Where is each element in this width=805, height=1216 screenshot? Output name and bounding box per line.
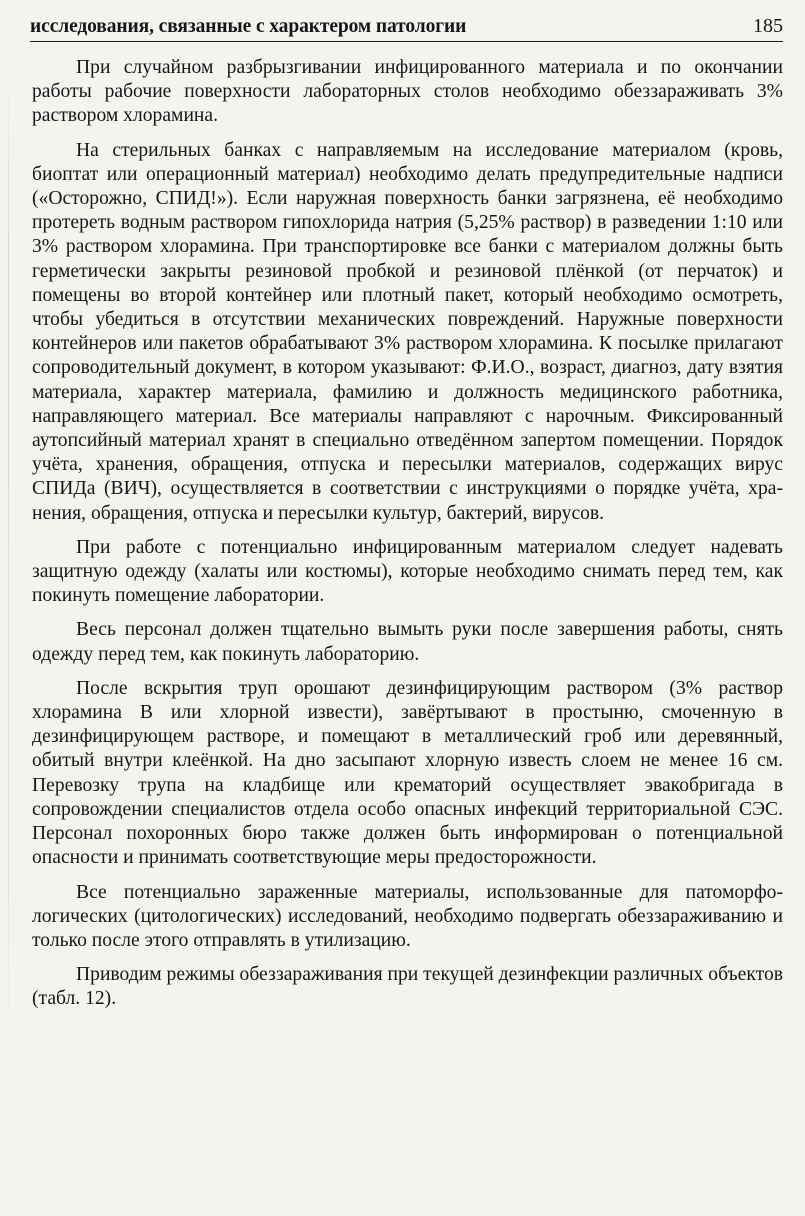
running-header-title: исследования, связанные с характером патологии — [30, 16, 467, 37]
page-number: 185 — [753, 15, 783, 37]
paragraph-protective-clothing: При работе с потенциально инфицированным материалом следует надевать защитную одежду (халаты или костюмы), которые необходимо снимать перед тем, как покинуть помещение лаборатории. — [32, 536, 783, 607]
paragraph-material-disposal: Все потенциально зараженные материалы, использованные для патоморфологических (цитологических) исследований, необходимо подвергать обеззараживанию и только после этого отправлять в утилизацию. — [32, 881, 783, 951]
paragraph-specimen-transport: На стерильных банках с направляемым на исследование материалом (кровь, биоптат или операционный материал) необходимо делать предупредительные надписи («Осторожно, СПИД!»). Если наружная поверхность банки загрязнена, её необходимо протереть водным раствором гипохлорида натрия (5,25% раствор) в разведении 1:10 или 3% раствором хлорамина. При транспортировке все банки с материалом должны быть герметически закрыты резиновой пробкой и резиновой плёнкой (от перчаток) и помещены во второй контейнер или плотный пакет, который необходимо осмотреть, чтобы убедиться в отсутствии механических повреждений. Наружные поверхности контейнеров или пакетов обрабатывают 3% раствором хлорамина. К посылке прилагают сопроводительный документ, в котором указывают: Ф.И.О., возраст, диагноз, дату взятия материала, характер материала, фамилию и должность медицинского работника, направляющего материал. Все материалы направляют с нарочным. Фиксированный аутопсийный материал хранят в специально отведённом запертом помещении. Порядок учёта, хранения, обращения, отпуска и пересылки материалов, содержащих вирус СПИДа (ВИЧ), осуществляется в соответствии с инструкциями о порядке учёта, хранения, обращения, отпуска и пересылки культур, бактерий, вирусов. — [32, 139, 783, 524]
paragraph-hand-washing: Весь персонал должен тщательно вымыть руки после завершения работы, снять одежду перед тем, как покинуть лабораторию. — [32, 619, 783, 665]
running-header — [30, 10, 783, 42]
scan-shadow-edge — [8, 60, 9, 1060]
paragraph-spill-cleanup: При случайном разбрызгивании инфицированного материала и по окончании работы рабочие поверхности лабораторных столов необходимо обеззараживать 3% раствором хлорамина. — [32, 57, 783, 127]
paragraph-body-handling: После вскрытия труп орошают дезинфицирующим раствором (3% раствор хлорамина В или хлорной извести), завёртывают в простыню, смоченную в дезинфицирующем растворе, и помещают в металлический гроб или деревянный, обитый внутри клеёнкой. На дно засыпают хлорную известь слоем не менее 16 см. Перевозку трупа на кладбище или крематорий осуществляет эвакобригада в сопровождении специалистов отдела особо опасных инфекций территориальной СЭС. Персонал похоронных бюро также должен быть информирован о потенциальной опасности и принимать соответствующие меры предосторожности. — [32, 677, 783, 869]
body-text — [32, 56, 783, 1022]
paragraph-table-reference: Приводим режимы обеззараживания при текущей дезинфекции различных объектов (табл. 12). — [32, 964, 783, 1010]
